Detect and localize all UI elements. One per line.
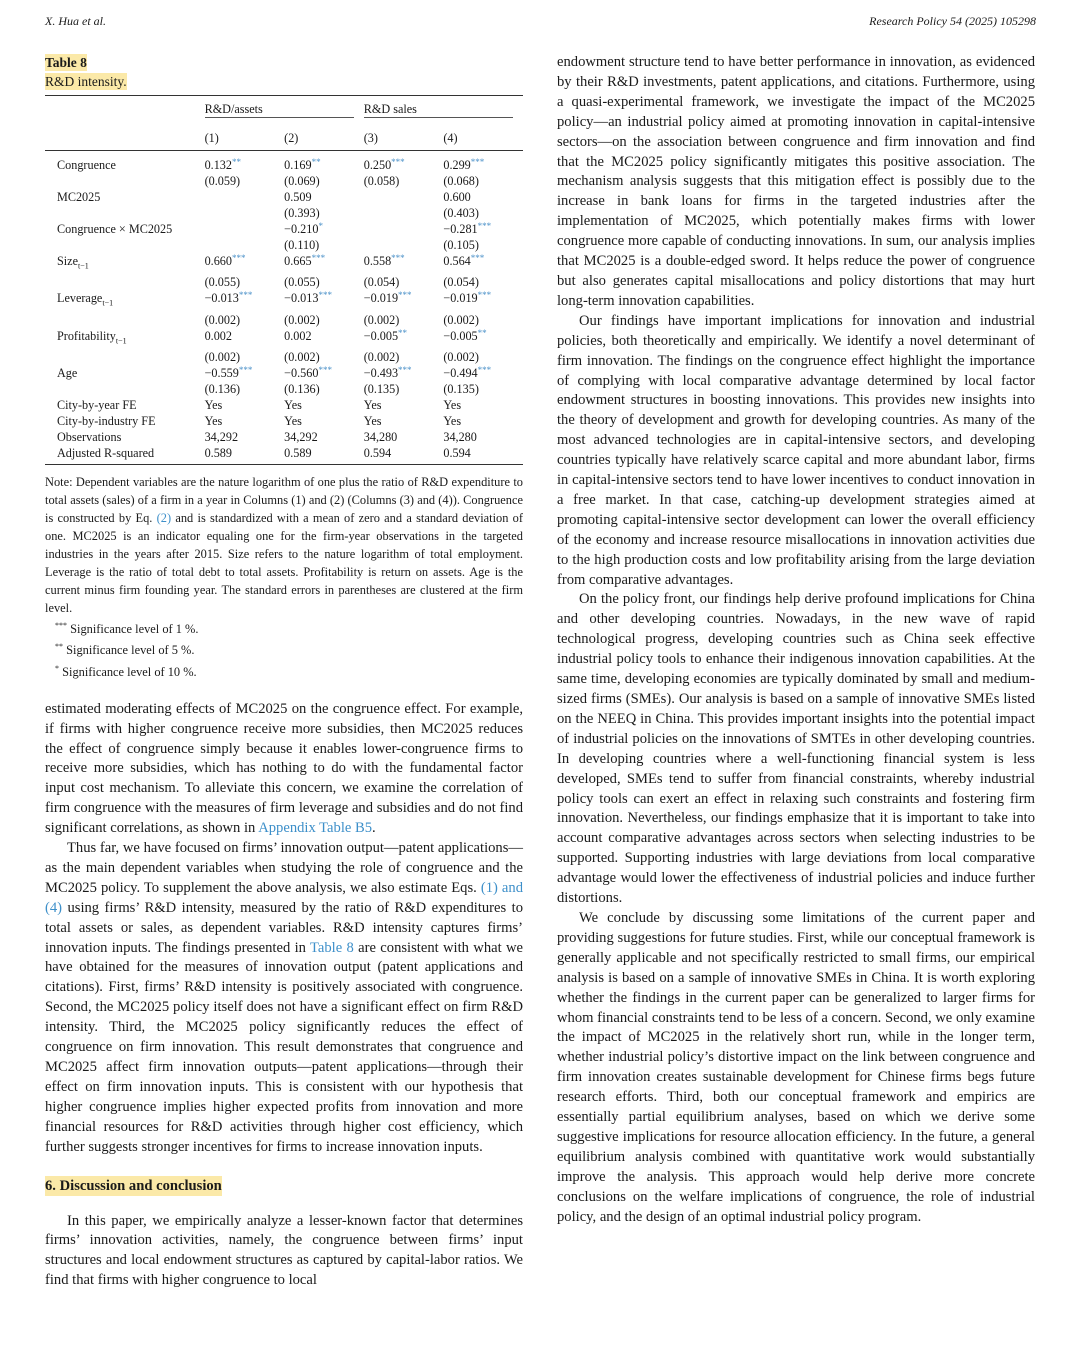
paragraph-text: estimated moderating effects of MC2025 on the congruence effect. For example, if firms with higher congruence receive more subsidies, then MC2025 reduces the effect of congruence simply because it enables lower-congruence firms to receive more subsidies, which has nothing to do with the fundamental factor input cost mechanism. To alleviate this concern, we examine the correlation of firm congruence with the measures of firm leverage and subsidies and do not find significant correlations, as shown in <box>45 700 523 837</box>
std-error: (0.002) <box>443 350 479 365</box>
sig-stars: * <box>318 221 323 231</box>
row-label: Age <box>57 366 78 381</box>
std-error: (0.059) <box>204 174 241 188</box>
std-error: (0.136) <box>284 382 320 397</box>
table-row <box>45 397 523 413</box>
group-header-sales: R&D sales <box>364 101 513 118</box>
sig-stars: *** <box>238 290 253 301</box>
row-label: City-by-year FE <box>57 398 137 413</box>
group-header-assets: R&D/assets <box>205 101 354 118</box>
regression-table <box>45 95 523 465</box>
coef: 0.250 <box>363 158 392 172</box>
table-number: Table 8 <box>45 55 87 70</box>
coef: −0.013 <box>204 291 239 306</box>
std-error: (0.054) <box>443 275 479 290</box>
table-row-se <box>45 274 523 290</box>
coef: 0.002 <box>204 328 232 343</box>
row-label-subscript: t−1 <box>115 336 127 346</box>
std-error: (0.002) <box>204 312 241 327</box>
table-row <box>45 445 523 465</box>
table-row <box>45 365 523 381</box>
sig-stars: *** <box>477 365 492 376</box>
std-error: (0.002) <box>443 312 479 327</box>
std-error: (0.135) <box>443 382 479 397</box>
sig-stars: *** <box>398 290 412 301</box>
equation-link[interactable]: (2) <box>156 511 172 526</box>
coef: −0.005 <box>363 328 399 343</box>
table-row <box>45 429 523 445</box>
table-row-se <box>45 381 523 397</box>
significance-note <box>55 638 523 659</box>
cell: 0.589 <box>284 445 364 465</box>
row-label: Size <box>57 254 78 268</box>
running-header-authors: X. Hua et al. <box>45 14 106 28</box>
coef: −0.281 <box>443 222 478 236</box>
coef: 0.509 <box>284 190 312 204</box>
std-error: (0.069) <box>284 174 320 188</box>
table-row-se <box>45 237 523 253</box>
std-error: (0.002) <box>363 312 400 327</box>
table-title: R&D intensity. <box>45 74 127 89</box>
sig-stars: *** <box>318 290 332 301</box>
coef: −0.013 <box>284 291 319 306</box>
table-row-se <box>45 173 523 189</box>
sig-stars: *** <box>477 290 492 301</box>
cell: Yes <box>284 398 302 413</box>
paragraph-text: Thus far, we have focused on firms’ innovation output—patent applications—as the main dependent variables when studying the role of congruence and the MC2025 policy. To supplement the above analysis, we also estimate Eqs. <box>45 840 523 896</box>
sig-mark: ** <box>55 642 63 652</box>
table-row <box>45 221 523 237</box>
body-paragraph: In this paper, we empirically analyze a lesser-known factor that determines firms’ innovation activities, namely, the congruence between firms’ input structures and local endowment structures as captured by capital-labor ratios. We find that firms with higher congruence to local <box>45 1212 523 1289</box>
cell: 0.589 <box>205 445 285 465</box>
sig-stars: *** <box>311 253 326 263</box>
cell: 0.594 <box>443 445 523 465</box>
table-row <box>45 413 523 429</box>
section-heading: 6. Discussion and conclusion <box>45 1177 222 1194</box>
cell: Yes <box>204 398 223 413</box>
coef: −0.019 <box>363 291 399 306</box>
sig-stars: *** <box>470 253 485 263</box>
std-error: (0.002) <box>363 350 400 365</box>
cell: Yes <box>443 414 462 429</box>
column-header: (3) <box>364 124 444 151</box>
cell: 34,280 <box>363 430 398 445</box>
row-label: Leverage <box>57 291 103 306</box>
table-row <box>45 189 523 205</box>
cell: Yes <box>204 414 223 429</box>
table-row-se <box>45 205 523 221</box>
sig-stars: *** <box>398 365 412 376</box>
appendix-table-link[interactable]: Appendix Table B5 <box>258 820 373 837</box>
coef: 0.299 <box>443 158 471 172</box>
sig-stars: ** <box>398 327 408 338</box>
coef: 0.660 <box>204 254 232 268</box>
row-label: City-by-industry FE <box>57 414 156 429</box>
row-label: Profitability <box>57 328 116 343</box>
coef: −0.494 <box>443 366 478 381</box>
table-row <box>45 151 523 174</box>
running-header-journal: Research Policy 54 (2025) 105298 <box>869 14 1036 28</box>
coef: −0.560 <box>284 366 319 381</box>
table-caption <box>45 54 523 91</box>
std-error: (0.002) <box>204 350 241 365</box>
table-row <box>45 328 523 349</box>
std-error: (0.068) <box>443 174 479 188</box>
std-error: (0.135) <box>363 382 400 397</box>
right-column <box>557 53 1035 1227</box>
table-row-se <box>45 312 523 328</box>
row-label: Observations <box>57 430 122 445</box>
note-text: Note: Dependent variables are the nature logarithm of one plus the ratio of R&D expenditure to total assets (sales) of a firm in a year in Columns (1) and (2) (Columns (3) and (4)). Congruence is constructed by Eq. <box>45 475 523 526</box>
column-header: (1) <box>205 124 285 151</box>
std-error: (0.002) <box>284 312 320 327</box>
table-row-se <box>45 349 523 365</box>
sig-mark: * <box>55 663 59 673</box>
std-error: (0.403) <box>443 206 479 220</box>
cell: 0.594 <box>364 445 444 465</box>
std-error: (0.105) <box>443 238 479 252</box>
row-label-subscript: t−1 <box>102 298 114 308</box>
row-label: Congruence <box>57 158 116 172</box>
table-link[interactable]: Table 8 <box>310 939 354 956</box>
coef: −0.019 <box>443 291 478 306</box>
coef: 0.002 <box>284 328 312 343</box>
column-header: (2) <box>284 124 364 151</box>
cell: 34,280 <box>443 430 477 445</box>
coef: −0.559 <box>204 366 239 381</box>
coef: 0.600 <box>443 190 471 204</box>
std-error: (0.055) <box>204 275 241 290</box>
cell: 34,292 <box>284 430 318 445</box>
table-header-columns <box>45 124 523 151</box>
sig-stars: *** <box>231 253 246 263</box>
body-paragraph: Our findings have important implications for innovation and industrial policies, both theoretically and empirically. We identify a novel determinant of firm innovation. The findings on the congruence effect highlight the importance of complying with local comparative advantage determined by local factor endowment structures in boosting innovations. This provides new insights into the theory of development and growth for developing countries. As many of the most advanced technologies are in capital-intensive sectors, and developing countries typically have relatively scarce capital and more abundant labor, firms in capital-intensive sectors tend to have lower incentives to conduct innovation in a free market. In that case, catching-up development strategies aimed at promoting capital-intensive sector development can lower the overall efficiency of the economy and increase resource misallocations in innovation activities due to the high production costs and low profitability arising from the large deviation from comparative advantages. <box>557 312 1035 588</box>
coef: 0.558 <box>363 254 392 268</box>
std-error: (0.110) <box>284 238 320 252</box>
table-header-groups <box>45 96 523 125</box>
coef: 0.665 <box>284 254 312 268</box>
cell: 34,292 <box>204 430 239 445</box>
cell: Yes <box>363 398 382 413</box>
sig-text: Significance level of 1 %. <box>70 622 199 637</box>
sig-stars: *** <box>391 157 405 167</box>
table-row <box>45 253 523 274</box>
sig-stars: ** <box>231 157 241 167</box>
body-paragraph: We conclude by discussing some limitations of the current paper and providing suggestions for future studies. First, while our conceptual framework is generally applicable and not specifically restricted to small firms, our empirical analysis is based on a sample of innovative SMEs in China. It is worth exploring whether the findings in the current paper can be generalized to larger firms for whom financial constraints tend to be less of a concern. Second, we only examine the impact of MC2025 in the relatively short run, while in the longer term, whether industrial policy’s distortive impact on the link between congruence and firm innovation creates sustainable development for Chinese firms begs future research efforts. Third, both our conceptual framework and empirics are essentially partial equilibrium analyses, based on which we derive some suggestive implications for resource allocation efficiency. In the future, a general equilibrium analysis combined with quantitative work would substantially improve the analysis. This approach would help derive more concrete conclusions on the welfare implications of congruence, the role of industrial policy, and the design of an optimal industrial policy program. <box>557 909 1035 1225</box>
coef: −0.005 <box>443 328 478 343</box>
body-paragraph <box>45 700 523 839</box>
cell: Yes <box>284 414 302 429</box>
std-error: (0.002) <box>284 350 320 365</box>
column-header: (4) <box>443 124 523 151</box>
row-label: MC2025 <box>57 190 101 204</box>
left-column <box>45 54 523 1291</box>
coef: −0.493 <box>363 366 399 381</box>
significance-note <box>55 617 523 638</box>
body-paragraph <box>45 839 523 1158</box>
std-error: (0.058) <box>363 174 400 188</box>
significance-note <box>55 660 523 681</box>
sig-text: Significance level of 5 %. <box>66 643 195 658</box>
paragraph-text: . <box>372 820 376 837</box>
paragraph-text: using firms’ R&D intensity, measured by the ratio of R&D expenditures to total assets or sales, as dependent variables. R&D intensity captures firms’ innovation inputs. The findings presented in <box>45 899 523 956</box>
sig-stars: *** <box>318 365 332 376</box>
body-paragraph: On the policy front, our findings help derive profound implications for China and other developing countries. Nowadays, in the new wave of rapid technological progress, developing countries such as China seek effective industrial policy tools to enhance their indigenous innovation capabilities. At the same time, developing economies are typically dominated by small and medium-sized firms (SMEs). Our analysis is based on a sample of innovative SMEs listed on the NEEQ in China. This provides important insights into the potential impact of industrial policies on the innovations of SMTEs in other developing countries. In developing countries where a well-functioning financial system is less developed, SMEs tend to suffer from financial constraints, whereby industrial policy tools can exert an effect in relaxing such constraints and fostering firm innovation. Nevertheless, our findings emphasize that it is important to take into account comparative advantages across sectors when selecting industries to be supported. Supporting industries with large deviations from local comparative advantage would lower the effectiveness of industrial policies and induce further distortions. <box>557 591 1035 907</box>
cell: Yes <box>363 414 382 429</box>
table-note <box>45 473 523 617</box>
row-label: Congruence × MC2025 <box>57 222 173 236</box>
coef: 0.169 <box>284 158 312 172</box>
cell: Yes <box>443 398 462 413</box>
std-error: (0.136) <box>204 382 241 397</box>
sig-stars: *** <box>238 365 253 376</box>
std-error: (0.055) <box>284 275 320 290</box>
coef: 0.564 <box>443 254 471 268</box>
sig-stars: *** <box>470 157 485 167</box>
note-text: and is standardized with a mean of zero and a standard deviation of one. MC2025 is an indicator equaling one for the firm-year observations in the targeted industries in the years after 2015. Size refers to the nature logarithm of total employment. Leverage is the ratio of total debt to total assets. Profitability is return on assets. Age is the current minus firm founding year. The standard errors in parentheses are clustered at the firm level. <box>45 511 523 616</box>
coef: −0.210 <box>284 222 319 236</box>
std-error: (0.054) <box>363 275 400 290</box>
equation-link[interactable]: (1) and (4) <box>45 879 523 916</box>
coef: 0.132 <box>204 158 232 172</box>
paragraph-text: are consistent with what we have obtained for the measures of innovation output (patent applications and citations). First, firms’ R&D intensity is positively associated with congruence. Second, the MC2025 policy itself does not have a significant effect on firm R&D intensity. Third, the MC2025 policy significantly reduces the effect of congruence on firm innovation. This result demonstrates that congruence and MC2025 affect firm innovation outputs—patent applications—through their effect on firm innovation inputs. This is consistent with our hypothesis that higher congruence implies higher expected profits from innovation and more financial resources for R&D activities through higher cost efficiency, which further suggests stronger incentives for firms to increase innovation inputs. <box>45 939 523 1155</box>
row-label-subscript: t−1 <box>77 261 89 271</box>
sig-stars: ** <box>311 157 321 167</box>
row-label: Adjusted R-squared <box>45 445 205 465</box>
sig-stars: *** <box>391 253 405 263</box>
sig-mark: *** <box>55 621 67 631</box>
sig-stars: ** <box>477 327 487 338</box>
std-error: (0.393) <box>284 206 320 220</box>
section-heading-wrap <box>45 1176 523 1196</box>
table-row <box>45 290 523 311</box>
sig-stars: *** <box>477 221 492 231</box>
body-paragraph: endowment structure tend to have better performance in innovation, as evidenced by their R&D investments, patent applications, and citations. Furthermore, using a quasi-experimental framework, we investigate the impact of the MC2025 policy—an industrial policy aimed at promoting innovation in capital-intensive sectors—on the association between congruence and firm innovation and find that the MC2025 policy significantly mitigates this positive association. The mechanism analysis suggests that this mitigation effect is possibly due to the increase in bank loans for firms in the targeted industries after the implementation of MC2025, which potentially makes firms with lower congruence more capable of conducting innovations. In sum, our analysis implies that MC2025 is a double-edged sword. It helps reduce the power of congruence but also generates capital misallocations and policy distortions that may hurt long-term innovation capabilities. <box>557 54 1035 309</box>
sig-text: Significance level of 10 %. <box>62 664 197 679</box>
